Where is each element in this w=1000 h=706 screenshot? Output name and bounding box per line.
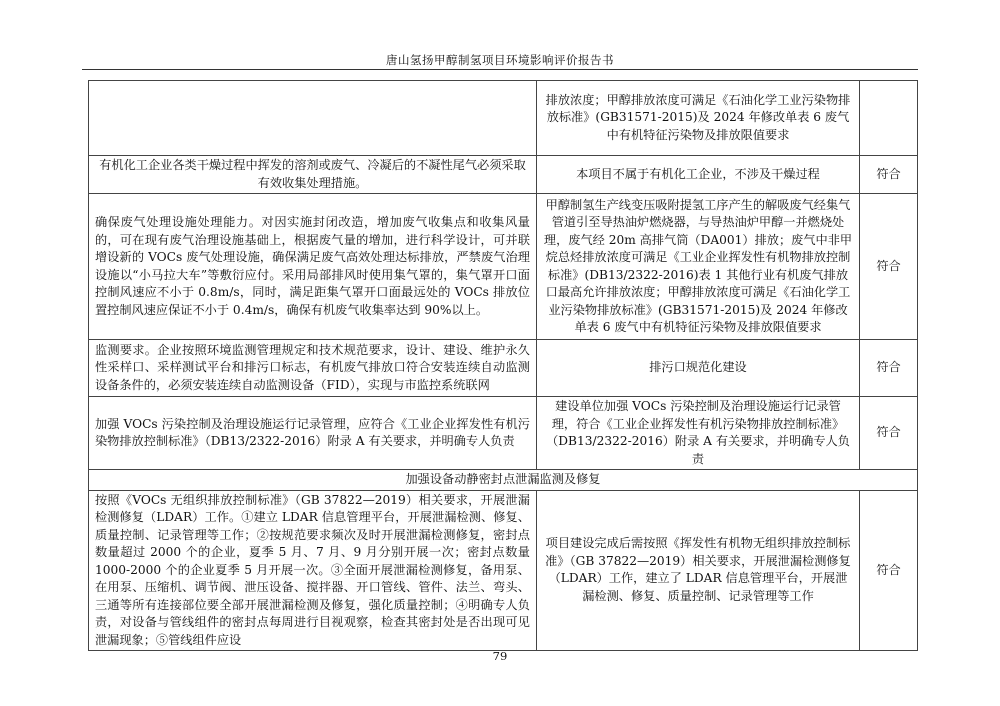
table-row: [89, 340, 918, 397]
result-cell: 符合: [860, 490, 918, 651]
table-row: [89, 81, 918, 156]
requirement-cell: 按照《VOCs 无组织排放控制标准》（GB 37822—2019）相关要求，开展泄漏检测修复（LDAR）工作。①建立 LDAR 信息管理平台，开展泄漏检测、修复、质量控制、记录管理等工作；②按规范要求频次及时开展泄漏检测修复，密封点数量超过 2000 个的企业，夏季 5 月、7 月、9 月分别开展一次；密封点数量 1000-2000 个的企业夏季 5 月开展一次。③全面开展泄漏检测修复，备用泵、在用泵、压缩机、调节阀、泄压设备、搅拌器、开口管线、管件、法兰、弯头、三通等所有连接部位要全部开展泄漏检测及修复，强化质量控制；④明确专人负责，对设备与管线组件的密封点每周进行目视观察，检查其密封处是否出现可见泄漏现象；⑤管线组件应设: [89, 490, 537, 651]
project-cell: 本项目不属于有机化工企业，不涉及干燥过程: [537, 156, 860, 194]
project-cell: 甲醇制氢生产线变压吸附提氢工序产生的解吸废气经集气管道引至导热油炉燃烧器，与导热油炉甲醇一并燃烧处理，废气经 20m 高排气筒（DA001）排放；废气中非甲烷总烃排放浓度可满足《工业企业挥发性有机物排放控制标准》(DB13/2322-2016)表 1 其他行业有机废气排放口最高允许排放浓度；甲醇排放浓度可满足《石油化学工业污染物排放标准》(GB31571-2015)及 2024 年修改单表 6 废气中有机特征污染物及排放限值要求: [537, 194, 860, 340]
result-cell: 符合: [860, 340, 918, 397]
compliance-table: [88, 80, 918, 651]
project-cell: 建设单位加强 VOCs 污染控制及治理设施运行记录管理，符合《工业企业挥发性有机污染物排放控制标准》（DB13/2322-2016）附录 A 有关要求，并明确专人负责: [537, 397, 860, 470]
page-number: 79: [492, 649, 508, 663]
section-title: 加强设备动静密封点泄漏监测及修复: [89, 470, 918, 491]
requirement-cell: 有机化工企业各类干燥过程中挥发的溶剂或废气、冷凝后的不凝性尾气必须采取有效收集处理措施。: [89, 156, 537, 194]
requirement-cell: 确保废气处理设施处理能力。对因实施封闭改造，增加废气收集点和收集风量的，可在现有废气治理设施基础上，根据废气量的增加，进行科学设计，可并联增设新的 VOCs 废气处理设施，确保满足废气高效处理达标排放，严禁废气治理设施以“小马拉大车”等敷衍应付。采用局部排风时使用集气罩的，集气罩开口面控制风速应不小于 0.8m/s，同时，满足距集气罩开口面最远处的 VOCs 排放位置控制风速应保证不小于 0.4m/s，确保有机废气收集率达到 90%以上。: [89, 194, 537, 340]
requirement-cell: [89, 81, 537, 156]
table-row: [89, 156, 918, 194]
table-row: [89, 397, 918, 470]
result-cell: 符合: [860, 156, 918, 194]
result-cell: 符合: [860, 194, 918, 340]
document-header: 唐山氢扬甲醇制氢项目环境影响评价报告书: [386, 53, 614, 67]
project-cell: 排放浓度；甲醇排放浓度可满足《石油化学工业污染物排放标准》(GB31571-2015)及 2024 年修改单表 6 废气中有机特征污染物及排放限值要求: [537, 81, 860, 156]
table-row: [89, 490, 918, 651]
header-rule: [82, 69, 918, 70]
result-cell: 符合: [860, 397, 918, 470]
project-cell: 排污口规范化建设: [537, 340, 860, 397]
result-cell: [860, 81, 918, 156]
section-row: [89, 470, 918, 491]
table-row: [89, 194, 918, 340]
project-cell: 项目建设完成后需按照《挥发性有机物无组织排放控制标准》（GB 37822—2019）相关要求，开展泄漏检测修复（LDAR）工作，建立了 LDAR 信息管理平台，开展泄漏检测、修复、质量控制、记录管理等工作: [537, 490, 860, 651]
requirement-cell: 加强 VOCs 污染控制及治理设施运行记录管理，应符合《工业企业挥发性有机污染物排放控制标准》（DB13/2322-2016）附录 A 有关要求，并明确专人负责: [89, 397, 537, 470]
requirement-cell: 监测要求。企业按照环境监测管理规定和技术规范要求，设计、建设、维护永久性采样口、采样测试平台和排污口标志，有机废气排放口符合安装连续自动监测设备条件的，必须安装连续自动监测设备（FID），实现与市监控系统联网: [89, 340, 537, 397]
